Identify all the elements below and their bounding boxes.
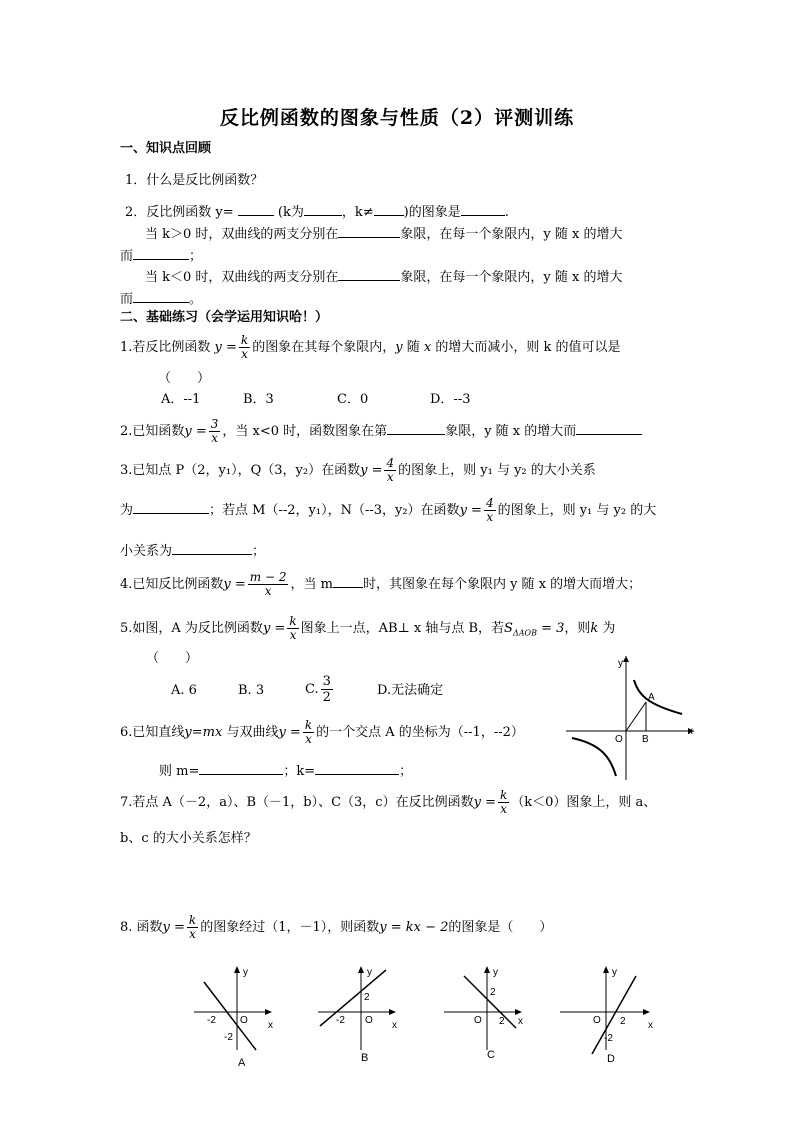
p6-part-g: ； — [399, 764, 413, 779]
page-title: 反比例函数的图象与性质（2）评测训练 — [219, 107, 575, 129]
blank-field[interactable] — [338, 225, 400, 238]
y-axis-arrow — [358, 966, 364, 973]
x-axis-arrow — [265, 1009, 272, 1015]
fig5-y-label: y — [618, 658, 623, 669]
blank-field[interactable] — [133, 247, 189, 260]
p1-option-b: B．3 — [243, 392, 274, 407]
graph-tick-x: 2 — [620, 1016, 626, 1027]
q2-kpos-b: 象限，在每一个象限内，y 随 x 的增大 — [400, 227, 623, 242]
p1-part-f: 的增大而减小，则 k 的值可以是 — [431, 340, 621, 355]
graph-line — [464, 976, 516, 1028]
p6-answers — [159, 762, 412, 780]
blank-field[interactable] — [172, 542, 252, 555]
q2-k-negative — [145, 268, 623, 286]
p6-line — [120, 718, 524, 748]
p5-part-a: 5.如图，A 为反比例函数 — [120, 621, 263, 636]
p7-line1 — [120, 788, 656, 818]
q2-kneg-b: 象限，在每一个象限内，y 随 x 的增大 — [400, 270, 623, 285]
fig5-point-b-label: B — [642, 734, 649, 745]
p3-part-e: 的图象上，则 y₁ 与 y₂ 的大 — [497, 503, 657, 518]
p6-part-d: 的一个交点 A 的坐标为（--1，--2） — [316, 725, 524, 740]
q2-kpos-d: ； — [189, 249, 203, 264]
math-y-eq: y = — [262, 621, 286, 636]
fraction-4-over-x — [484, 497, 496, 524]
x-axis-arrow — [389, 1009, 396, 1015]
graph-tick-y: 2 — [490, 987, 496, 998]
graph-line — [320, 970, 386, 1026]
math-y-eq: y = — [360, 463, 383, 478]
blank-field[interactable] — [133, 290, 189, 303]
graph-x-label: x — [648, 1020, 653, 1031]
p6-part-e: 则 m= — [159, 764, 200, 779]
q2-k-positive — [145, 225, 623, 243]
q2-part-e: . — [504, 205, 509, 220]
p4-part-b: ，当 m — [290, 577, 333, 592]
p5-option-d: D.无法确定 — [377, 683, 444, 698]
p6-line-eq: y=mx — [184, 725, 223, 740]
graph-tick-x: -2 — [336, 1015, 345, 1026]
math-y-eq: y = — [162, 920, 185, 935]
p8-part-b: 的图象经过（1，－1），则函数 — [200, 920, 380, 935]
graph-tick-y: -2 — [604, 1033, 613, 1044]
area-eq: = 3 — [536, 621, 565, 636]
p3-line2 — [120, 496, 656, 526]
p1-var-y: y — [395, 340, 403, 355]
graph-x-label: x — [392, 1020, 397, 1031]
q2-k-positive-cont — [120, 247, 202, 265]
frac-num: 3 — [210, 417, 219, 431]
p7-line2: b、c 的大小关系怎样？ — [120, 831, 257, 846]
math-y-eq: y = — [214, 340, 237, 355]
p4-part-c: 时，其图象在每个象限内 y 随 x 的增大而增大； — [362, 577, 642, 592]
p3-part-c: 为 — [120, 503, 134, 518]
y-axis-arrow — [623, 656, 629, 662]
frac-num: 4 — [386, 456, 395, 470]
graph-x-label: x — [518, 1016, 523, 1027]
q1-text: 1．什么是反比例函数？ — [125, 173, 264, 188]
p5-part-b: 图象上一点，AB⊥ x 轴与点 B，若 — [300, 621, 505, 636]
q2-part-c: ，k≠ — [341, 205, 374, 220]
section1-heading: 一、知识点回顾 — [120, 141, 212, 156]
x-axis-arrow — [515, 1009, 522, 1015]
p8-graph-b — [314, 962, 414, 1072]
area-sub: ΔAOB — [512, 628, 537, 638]
p5-var-k: k — [590, 621, 599, 636]
q2-part-a: 2．反比例函数 y= — [125, 205, 234, 220]
frac-den: x — [386, 470, 394, 484]
graph-origin-label: O — [365, 1015, 373, 1026]
blank-field[interactable] — [338, 268, 400, 281]
math-y-eq: y = — [184, 424, 207, 439]
p5-option-a: A. 6 — [171, 683, 197, 698]
frac-den: x — [189, 927, 196, 941]
frac-num: 3 — [322, 674, 331, 689]
p1-line — [120, 333, 620, 363]
p5-figure — [560, 652, 700, 784]
p8-line — [120, 913, 552, 943]
fraction-k-over-x — [287, 615, 298, 642]
frac-den: x — [500, 802, 507, 816]
q2-part-b: (k为 — [277, 205, 304, 220]
area-s: S — [504, 621, 513, 636]
graph-origin-label: O — [240, 1015, 248, 1026]
p1-option-c: C．0 — [337, 392, 369, 407]
fraction-4-over-x — [384, 457, 396, 484]
graph-y-label: y — [367, 967, 372, 978]
fraction-k-over-x — [187, 914, 198, 941]
p5-part-c: ，则 — [564, 621, 591, 636]
fraction-k-over-x — [303, 719, 314, 746]
p1-var-x: x — [423, 340, 432, 355]
frac-den: x — [241, 347, 248, 361]
segment-oa — [626, 702, 646, 731]
blank-field[interactable] — [576, 422, 642, 435]
blank-field[interactable] — [315, 762, 399, 775]
p8-part-c: 的图象是（ ） — [448, 920, 553, 935]
p1-part-d: 随 — [402, 340, 424, 355]
graph-choice-label: C — [487, 1049, 495, 1061]
p4-line — [120, 570, 641, 600]
graph-choice-label: D — [607, 1053, 615, 1065]
blank-field[interactable] — [333, 575, 363, 588]
fraction-3-over-2 — [321, 674, 333, 705]
p7-part-b: （k＜0）图象上，则 a、 — [511, 795, 657, 810]
graph-y-label: y — [243, 967, 248, 978]
p2-part-a: 2.已知函数 — [120, 424, 185, 439]
p8-linear-eq: y = kx − 2 — [379, 920, 449, 935]
math-y-eq: y = — [473, 795, 496, 810]
frac-num: 4 — [485, 496, 494, 510]
p3-part-a: 3.已知点 P（2，y₁），Q（3，y₂）在函数 — [120, 463, 361, 478]
p7-part-a: 7.若点 A（－2，a）、B（－1，b）、C（3，c）在反比例函数 — [120, 795, 474, 810]
section2-heading: 二、基础练习（会学运用知识哈！） — [120, 310, 329, 325]
graph-choice-label: A — [238, 1057, 246, 1069]
graph-tick-x: 2 — [499, 1016, 505, 1027]
q2-kneg-a: 当 k＜0 时，双曲线的两支分别在 — [145, 270, 339, 285]
graph-tick-y: -2 — [224, 1032, 233, 1043]
p3-line3 — [120, 542, 265, 560]
q2-kneg-c: 而 — [120, 292, 134, 307]
math-y-eq: y = — [459, 503, 482, 518]
q2-k-negative-cont — [120, 290, 202, 308]
graph-y-label: y — [493, 967, 498, 978]
p8-graph-a — [190, 962, 290, 1072]
frac-num: k — [304, 718, 313, 732]
blank-field[interactable] — [387, 422, 445, 435]
math-y-eq: y = — [223, 577, 246, 592]
blank-field[interactable] — [133, 501, 209, 514]
q2-part-d: )的图象是 — [403, 205, 461, 220]
p1-option-a: A．--1 — [161, 392, 201, 407]
hyperbola-branch-q3 — [572, 738, 616, 776]
p2-part-b: ，当 x<0 时，函数图象在第 — [222, 424, 388, 439]
y-axis-arrow — [234, 966, 240, 973]
p6-part-f: ；k= — [283, 764, 316, 779]
p8-part-a: 8. 函数 — [120, 920, 163, 935]
p1-paren: （ ） — [158, 371, 211, 386]
frac-num: k — [188, 913, 197, 927]
p5-paren: （ ） — [146, 651, 199, 666]
q2-kneg-d: 。 — [189, 292, 203, 307]
frac-den: x — [305, 732, 312, 746]
p3-part-g: ； — [252, 544, 266, 559]
p6-part-c: 与双曲线 — [222, 725, 279, 740]
p5-option-b: B. 3 — [238, 683, 265, 698]
y-axis-arrow — [603, 966, 609, 973]
x-axis-arrow — [643, 1009, 650, 1015]
frac-num: k — [240, 333, 249, 347]
frac-den: x — [211, 431, 218, 445]
p5-option-c — [305, 670, 335, 710]
frac-num: k — [289, 614, 297, 628]
blank-field[interactable] — [199, 762, 283, 775]
p2-part-c: 象限，y 随 x 的增大而 — [445, 424, 577, 439]
fraction-3-over-x — [209, 418, 221, 445]
p1-option-d: D．--3 — [430, 392, 471, 407]
blank-field[interactable] — [374, 203, 404, 216]
p1-part-b: 的图象在其每个象限内， — [252, 340, 396, 355]
frac-den: 2 — [322, 690, 331, 705]
q2-kpos-c: 而 — [120, 249, 134, 264]
p8-graph-c — [440, 962, 540, 1072]
graph-origin-label: O — [593, 1015, 601, 1026]
math-y-eq: y = — [278, 725, 301, 740]
p3-part-f: 小关系为 — [120, 544, 173, 559]
frac-den: x — [264, 584, 272, 598]
frac-den: x — [486, 510, 494, 524]
fraction-k-over-x — [498, 789, 509, 816]
graph-x-label: x — [268, 1020, 273, 1031]
graph-choice-label: B — [361, 1052, 369, 1064]
blank-field[interactable] — [238, 203, 274, 216]
graph-y-label: y — [612, 967, 617, 978]
p4-part-a: 4.已知反比例函数 — [120, 577, 224, 592]
p3-part-d: ；若点 M（--2，y₁），N（--3，y₂）在函数 — [209, 503, 460, 518]
q2-line — [125, 203, 509, 221]
fig5-x-label: x — [688, 726, 693, 737]
q2-kpos-a: 当 k＞0 时，双曲线的两支分别在 — [145, 227, 339, 242]
fraction-k-over-x — [239, 334, 250, 361]
frac-num: k — [499, 788, 508, 802]
blank-field[interactable] — [461, 203, 505, 216]
p5-line — [120, 614, 615, 649]
graph-tick-y: 2 — [364, 992, 370, 1003]
graph-origin-label: O — [474, 1015, 482, 1026]
p5-part-e: 为 — [598, 621, 616, 636]
blank-field[interactable] — [304, 203, 342, 216]
p3-line1 — [120, 456, 596, 486]
frac-num: m − 2 — [249, 570, 287, 584]
p6-part-a: 6.已知直线 — [120, 725, 185, 740]
y-axis-arrow — [484, 966, 490, 973]
area-expression — [504, 621, 564, 636]
p1-part-a: 1.若反比例函数 — [120, 340, 211, 355]
p2-line — [120, 417, 642, 447]
p3-part-b: 的图象上，则 y₁ 与 y₂ 的大小关系 — [398, 463, 596, 478]
graph-tick-x: -2 — [207, 1015, 216, 1026]
frac-den: x — [289, 628, 297, 642]
fraction-m-minus-2-over-x — [248, 571, 289, 598]
p8-graph-d — [556, 962, 666, 1072]
p5-option-c-label: C. — [305, 682, 319, 697]
fig5-point-a-label: A — [648, 692, 655, 703]
fig5-origin-label: O — [615, 734, 623, 745]
